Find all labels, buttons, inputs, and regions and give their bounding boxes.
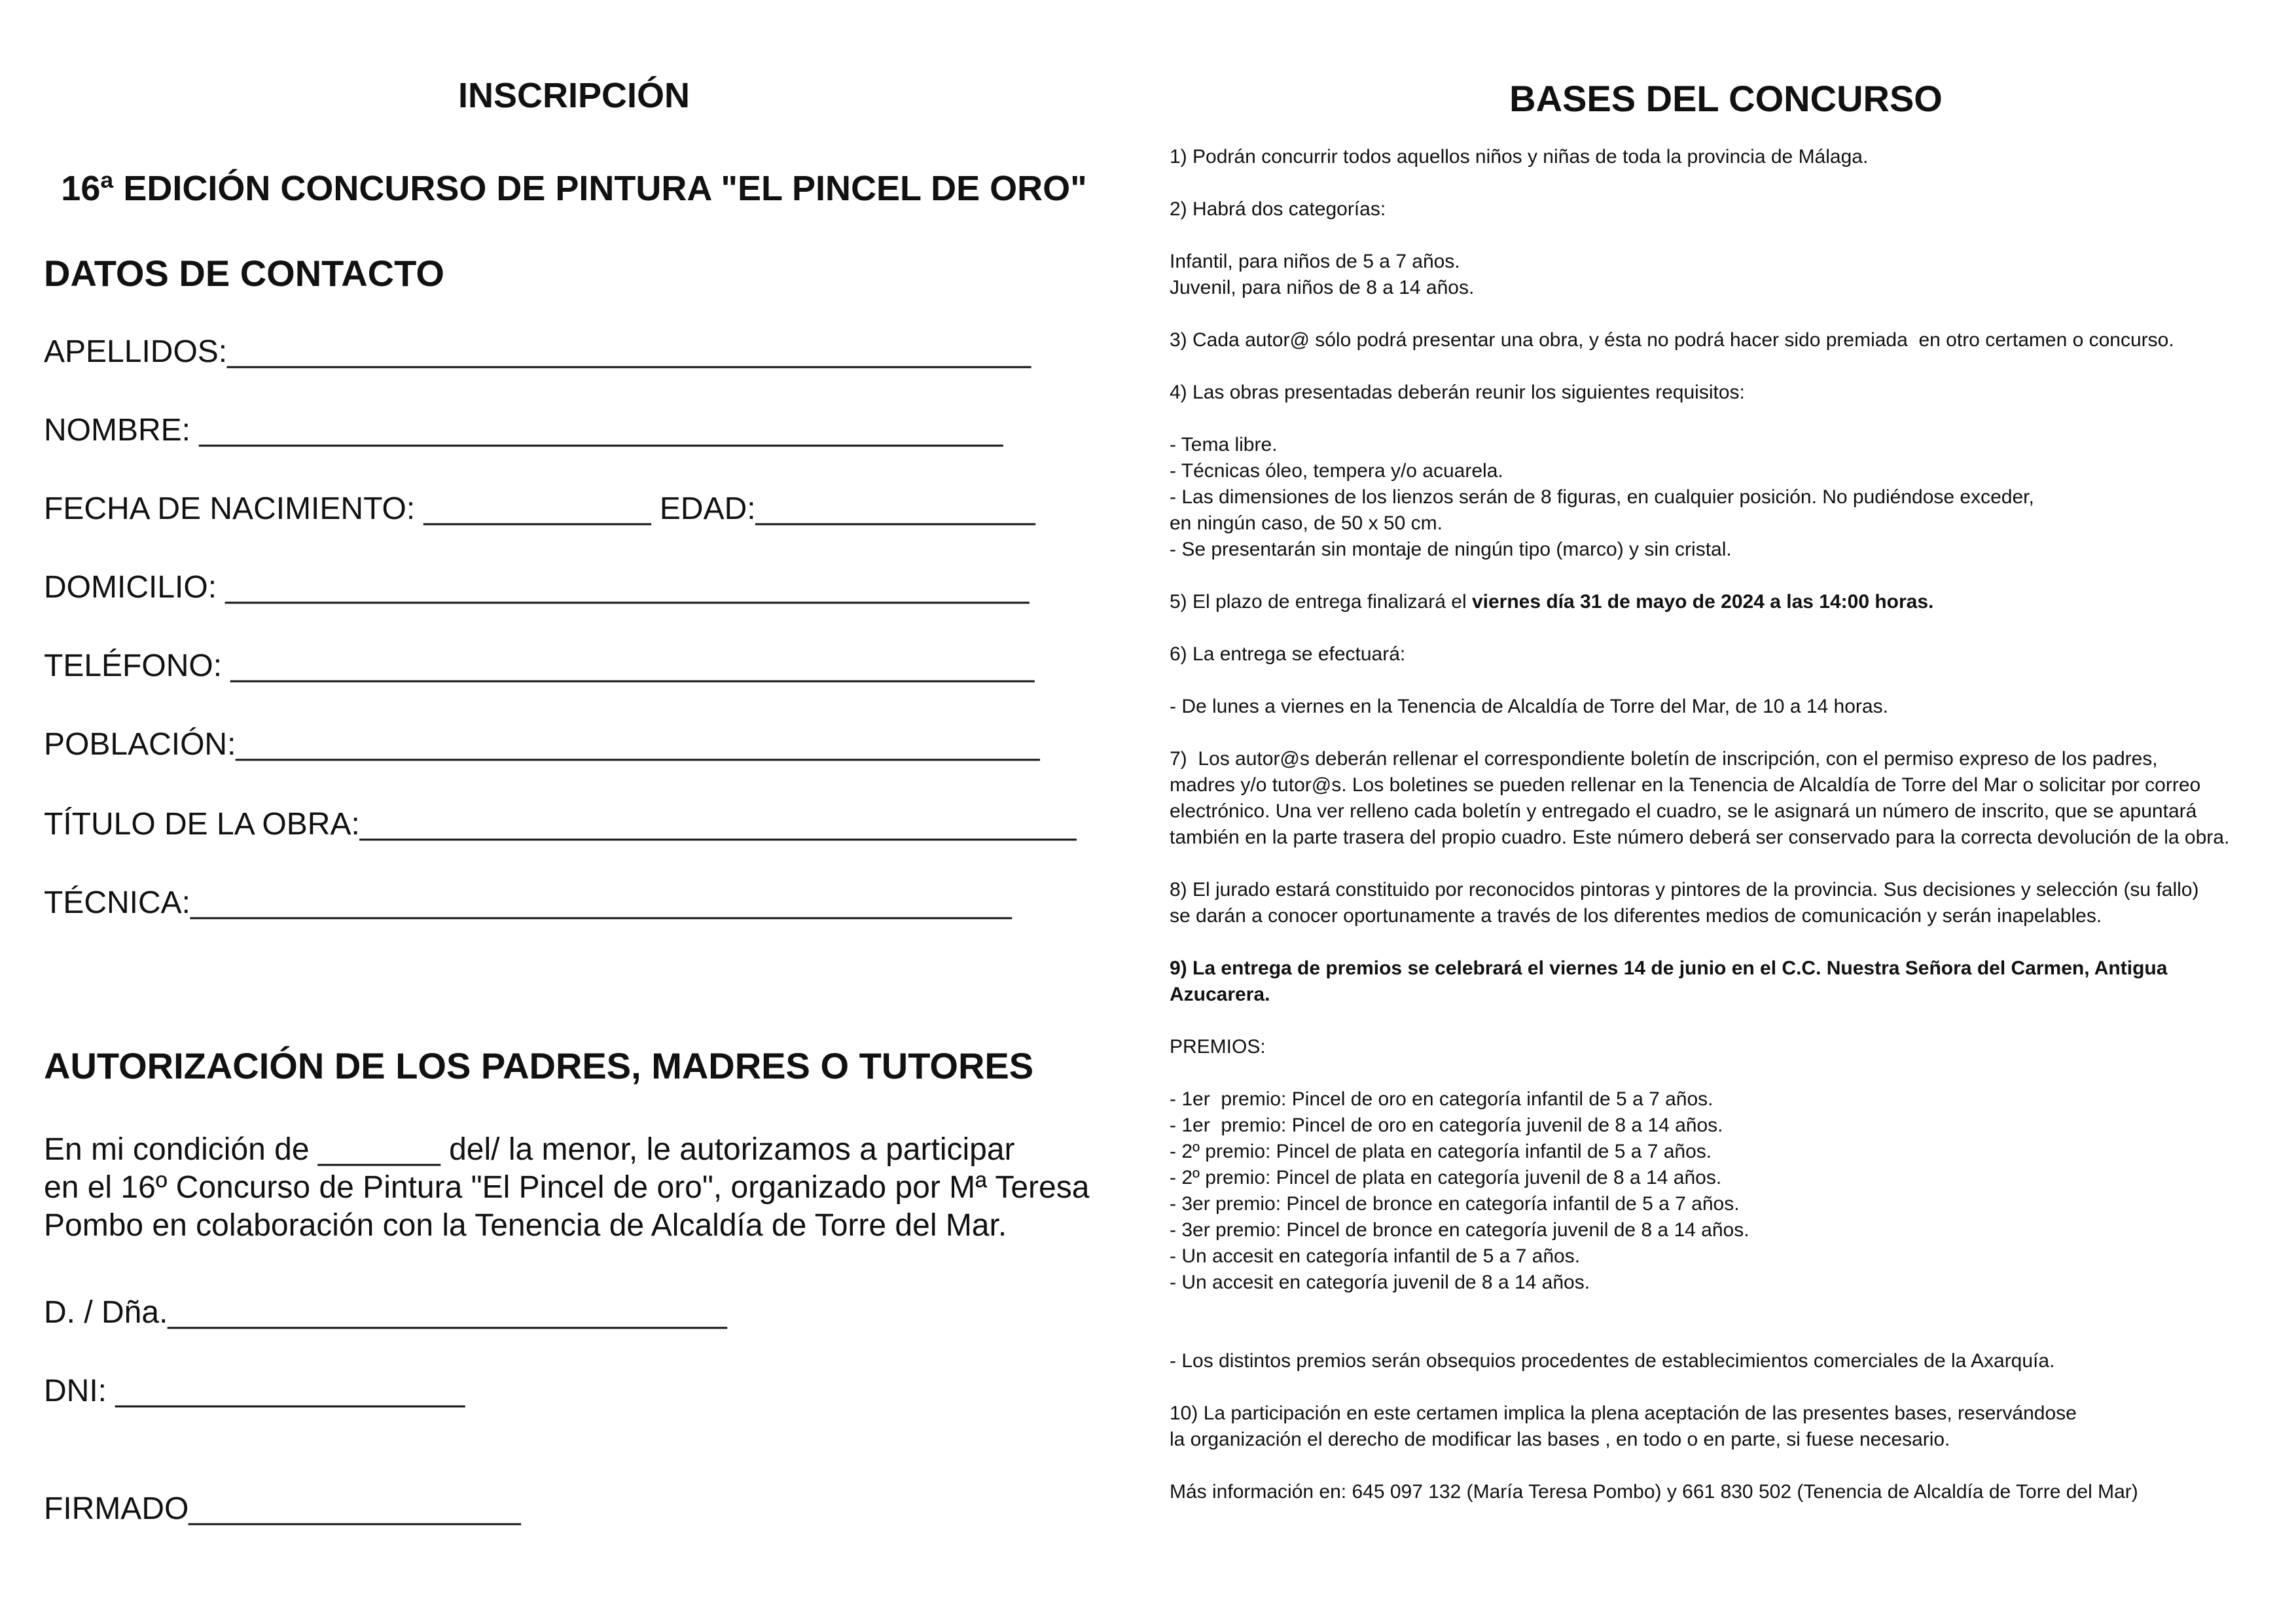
rule5-text: 5) El plazo de entrega finalizará el	[1170, 591, 1472, 613]
rules-line: 4) Las obras presentadas deberán reunir los siguientes requisitos:	[1170, 382, 1745, 403]
rules-line	[1170, 668, 2282, 694]
rules-line	[1170, 615, 2282, 641]
rules-line: madres y/o tutor@s. Los boletines se pueden rellenar en la Tenencia de Alcaldía de Torre del Mar o solicitar por correo	[1170, 774, 2201, 796]
apellidos-field[interactable]: APELLIDOS:______________________________________________	[44, 334, 1031, 369]
rules-line: - Los distintos premios serán obsequios procedentes de establecimientos comerciales de la Axarquía.	[1170, 1350, 2055, 1372]
authorization-text-line: en el 16º Concurso de Pintura "El Pincel de oro", organizado por Mª Teresa	[44, 1170, 1090, 1205]
rules-line	[1170, 563, 2282, 589]
rules-line	[1170, 589, 2282, 615]
rules-line: 6) La entrega se efectuará:	[1170, 643, 1406, 665]
rules-line: Infantil, para niños de 5 a 7 años.	[1170, 251, 1460, 272]
rules-line: 9) La entrega de premios se celebrará el viernes 14 de junio en el C.C. Nuestra Señora del Carmen, Antigua	[1170, 957, 2168, 979]
poblacion-field[interactable]: POBLACIÓN:______________________________________________	[44, 727, 1040, 762]
rules-line	[1170, 301, 2282, 327]
guardian-name-field[interactable]: D. / Dña.________________________________	[44, 1295, 727, 1330]
rules-line: - Un accesit en categoría juvenil de 8 a 14 años.	[1170, 1272, 1590, 1293]
authorization-text-line: En mi condición de _______ del/ la menor, le autorizamos a participar	[44, 1132, 1015, 1167]
rules-line: - De lunes a viernes en la Tenencia de Alcaldía de Torre del Mar, de 10 a 14 horas.	[1170, 696, 1888, 717]
rules-line: - 1er premio: Pincel de oro en categoría juvenil de 8 a 14 años.	[1170, 1115, 1723, 1136]
rules-line: se darán a conocer oportunamente a través de los diferentes medios de comunicación y serán inapelables.	[1170, 905, 2102, 927]
rules-line: - 2º premio: Pincel de plata en categoría infantil de 5 a 7 años.	[1170, 1141, 1712, 1162]
rules-line: - Un accesit en categoría infantil de 5 a 7 años.	[1170, 1245, 1581, 1267]
deadline-date: viernes día 31 de mayo de 2024 a las 14:00 horas.	[1471, 591, 1934, 613]
nombre-field[interactable]: NOMBRE: ______________________________________________	[44, 413, 1003, 448]
contest-edition-title: 16ª EDICIÓN CONCURSO DE PINTURA "EL PINCEL DE ORO"	[61, 169, 1087, 208]
rules-line: Juvenil, para niños de 8 a 14 años.	[1170, 277, 1475, 298]
rules-line: - 3er premio: Pincel de bronce en categoría infantil de 5 a 7 años.	[1170, 1193, 1740, 1215]
rules-line: - Las dimensiones de los lienzos serán de 8 figuras, en cualquier posición. No pudiéndose exceder,	[1170, 486, 2034, 508]
authorization-text-line: Pombo en colaboración con la Tenencia de Alcaldía de Torre del Mar.	[44, 1208, 1007, 1243]
rules-line: 3) Cada autor@ sólo podrá presentar una obra, y ésta no podrá hacer sido premiada en otro certamen o concurso.	[1170, 329, 2174, 351]
birthdate-age-field[interactable]: FECHA DE NACIMIENTO: _____________ EDAD:________________	[44, 491, 1035, 526]
telefono-field[interactable]: TELÉFONO: ______________________________________________	[44, 649, 1035, 683]
rules-line	[1170, 223, 2282, 249]
rules-line	[1170, 851, 2282, 877]
rules-line	[1170, 929, 2282, 955]
rules-line: - 3er premio: Pincel de bronce en categoría juvenil de 8 a 14 años.	[1170, 1219, 1749, 1241]
rules-line	[1170, 1008, 2282, 1034]
rules-line	[1170, 1296, 2282, 1322]
titulo-obra-field[interactable]: TÍTULO DE LA OBRA:_________________________________________	[44, 807, 1077, 842]
domicilio-field[interactable]: DOMICILIO: ______________________________________________	[44, 570, 1030, 605]
rules-line	[1170, 1060, 2282, 1086]
signature-field[interactable]: FIRMADO___________________	[44, 1491, 521, 1526]
rules-line	[1170, 1453, 2282, 1479]
rules-line: - Tema libre.	[1170, 434, 1278, 455]
rules-line	[1170, 1322, 2282, 1348]
rules-line	[1170, 406, 2282, 432]
rules-line: - Se presentarán sin montaje de ningún tipo (marco) y sin cristal.	[1170, 539, 1732, 560]
rules-line: - 2º premio: Pincel de plata en categoría juvenil de 8 a 14 años.	[1170, 1167, 1722, 1188]
rules-line	[1170, 1374, 2282, 1400]
rules-line: PREMIOS:	[1170, 1036, 1266, 1058]
rules-line	[1170, 353, 2282, 380]
rules-line	[1170, 170, 2282, 196]
rules-line: en ningún caso, de 50 x 50 cm.	[1170, 512, 1443, 534]
rules-line: Más información en: 645 097 132 (María Teresa Pombo) y 661 830 502 (Tenencia de Alcaldía de Torre del Mar)	[1170, 1481, 2138, 1503]
contest-rules-title: BASES DEL CONCURSO	[1509, 78, 1943, 119]
rules-line: 2) Habrá dos categorías:	[1170, 198, 1386, 220]
rules-line: 10) La participación en este certamen implica la plena aceptación de las presentes bases, reservándose	[1170, 1402, 2077, 1424]
form-title: INSCRIPCIÓN	[457, 76, 691, 115]
rules-line: Azucarera.	[1170, 984, 1270, 1005]
rules-line	[1170, 720, 2282, 746]
rules-line: 7) Los autor@s deberán rellenar el correspondiente boletín de inscripción, con el permiso expreso de los padres,	[1170, 748, 2158, 770]
dni-field[interactable]: DNI: ____________________	[44, 1374, 465, 1408]
rules-line: electrónico. Una ver relleno cada boletín y entregado el cuadro, se le asignará un número de inscrito, que se apuntará	[1170, 800, 2197, 822]
contest-rules-list	[1170, 144, 2282, 1505]
tecnica-field[interactable]: TÉCNICA:_______________________________________________	[44, 885, 1012, 920]
rules-line: también en la parte trasera del propio cuadro. Este número deberá ser conservado para la correcta devolución de la obra.	[1170, 827, 2230, 848]
contact-data-heading: DATOS DE CONTACTO	[44, 253, 444, 294]
rules-line: - 1er premio: Pincel de oro en categoría infantil de 5 a 7 años.	[1170, 1088, 1713, 1110]
rules-line: 1) Podrán concurrir todos aquellos niños y niñas de toda la provincia de Málaga.	[1170, 146, 1869, 168]
rules-line: 8) El jurado estará constituido por reconocidos pintoras y pintores de la provincia. Sus decisiones y selección (su fallo)	[1170, 879, 2199, 901]
authorization-heading: AUTORIZACIÓN DE LOS PADRES, MADRES O TUTORES	[44, 1045, 1034, 1086]
rules-line: la organización el derecho de modificar las bases , en todo o en parte, si fuese necesario.	[1170, 1429, 1950, 1450]
rules-line: - Técnicas óleo, tempera y/o acuarela.	[1170, 460, 1503, 482]
